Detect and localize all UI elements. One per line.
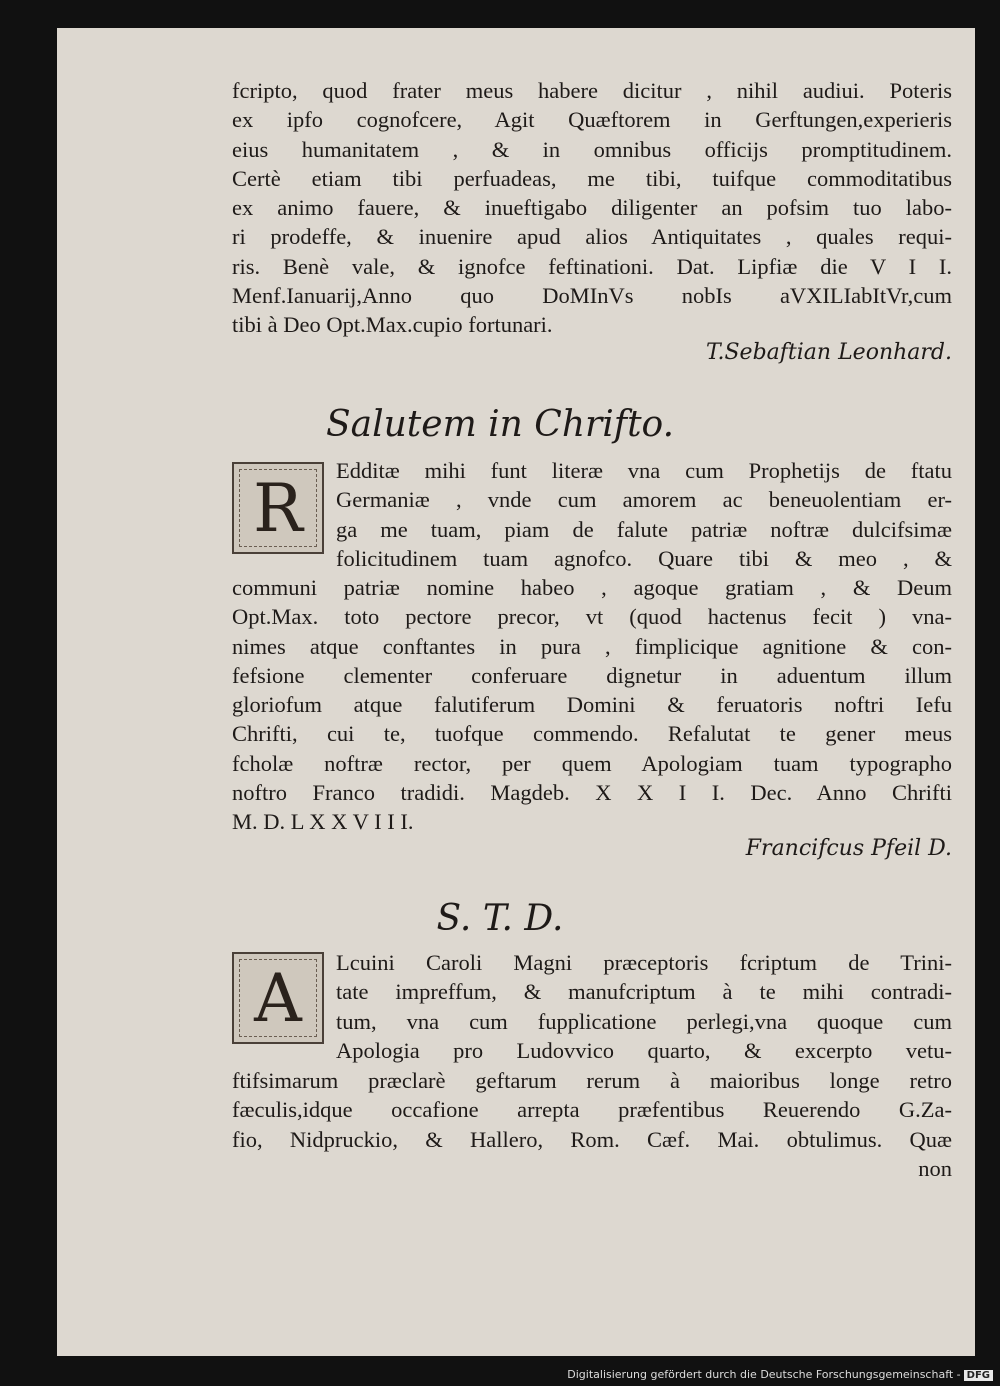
text-line: fcripto, quod frater meus habere dicitur , nihil audiui. Poteris: [232, 78, 952, 103]
text-line: nimes atque conftantes in pura , fimplicique agnitione & con-: [232, 633, 952, 659]
decorated-initial-r: R: [232, 462, 324, 554]
catchword: [232, 1154, 952, 1183]
letter-1-body: [232, 76, 952, 340]
text-line: ga me tuam, piam de falute patriæ noftræ dulcifsimæ: [336, 516, 952, 542]
letter-2-heading: Salutem in Chrifto.: [325, 404, 675, 445]
text-line: noftro Franco tradidi. Magdeb. X X I I. Dec. Anno Chrifti: [232, 780, 952, 806]
text-line: fæculis,idque occafione arrepta præfentibus Reuerendo G.Za-: [232, 1097, 952, 1123]
dfg-logo: DFG: [964, 1370, 993, 1381]
footer: [0, 1368, 993, 1381]
letter-3-body: [232, 1066, 952, 1154]
text-line: ri prodeffe, & inuenire apud alios Antiquitates , quales requi-: [232, 224, 952, 250]
text-line: M. D. L X X V I I I.: [232, 809, 414, 835]
text-line: Germaniæ , vnde cum amorem ac beneuolentiam er-: [336, 487, 952, 513]
text-line: Certè etiam tibi perfuadeas, me tibi, tuifque commoditatibus: [232, 165, 952, 191]
text-line: folicitudinem tuam agnofco. Quare tibi & meo , &: [336, 545, 952, 571]
text-line: communi patriæ nomine habeo , agoque gratiam , & Deum: [232, 575, 952, 600]
footer-text: Digitalisierung gefördert durch die Deutsche Forschungsgemeinschaft -: [567, 1368, 961, 1381]
decorated-initial-a: A: [232, 952, 324, 1044]
text-line: Apologia pro Ludovvico quarto, & excerpto vetu-: [336, 1037, 952, 1063]
text-line: Menf.Ianuarij,Anno quo DoMInVs nobIs aVXILIabItVr,cum: [232, 283, 952, 309]
letter-2-body: [232, 573, 952, 837]
letter-1-signature: T.Sebaftian Leonhard.: [706, 340, 952, 365]
text-line: tate impreffum, & manufcriptum à te mihi contradi-: [336, 979, 952, 1005]
letter-2-signature: Francifcus Pfeil D.: [745, 836, 952, 861]
text-line: ris. Benè vale, & ignofce feftinationi. Dat. Lipfiæ die V I I.: [232, 253, 952, 279]
text-line: ex ipfo cognofcere, Agit Quæftorem in Gerftungen,experieris: [232, 107, 952, 133]
text-line: Opt.Max. toto pectore precor, vt (quod hactenus fecit ) vna-: [232, 604, 952, 630]
text-line: gloriofum atque falutiferum Domini & feruatoris noftri Iefu: [232, 692, 952, 718]
text-line: fcholæ noftræ rector, per quem Apologiam tuam typographo: [232, 750, 952, 776]
letter-3-indented: [232, 948, 952, 1065]
text-line: Edditæ mihi funt literæ vna cum Prophetijs de ftatu: [336, 458, 952, 483]
text-line: fio, Nidpruckio, & Hallero, Rom. Cæf. Mai. obtulimus. Quæ: [232, 1126, 952, 1152]
catchword-text: non: [918, 1156, 952, 1181]
text-line: Chrifti, cui te, tuofque commendo. Refalutat te gener meus: [232, 721, 952, 747]
text-line: ftifsimarum præclarè geftarum rerum à maioribus longe retro: [232, 1068, 952, 1093]
text-line: ex animo fauere, & inueftigabo diligenter an pofsim tuo labo-: [232, 195, 952, 221]
text-line: tibi à Deo Opt.Max.cupio fortunari.: [232, 312, 553, 338]
text-line: fefsione clementer conferuare dignetur in aduentum illum: [232, 662, 952, 688]
text-line: Lcuini Caroli Magni præceptoris fcriptum de Trini-: [336, 950, 952, 975]
letter-2-indented: [232, 456, 952, 573]
text-line: tum, vna cum fupplicatione perlegi,vna quoque cum: [336, 1008, 952, 1034]
text-line: eius humanitatem , & in omnibus officijs promptitudinem.: [232, 136, 952, 162]
letter-3-heading: S. T. D.: [436, 898, 564, 939]
